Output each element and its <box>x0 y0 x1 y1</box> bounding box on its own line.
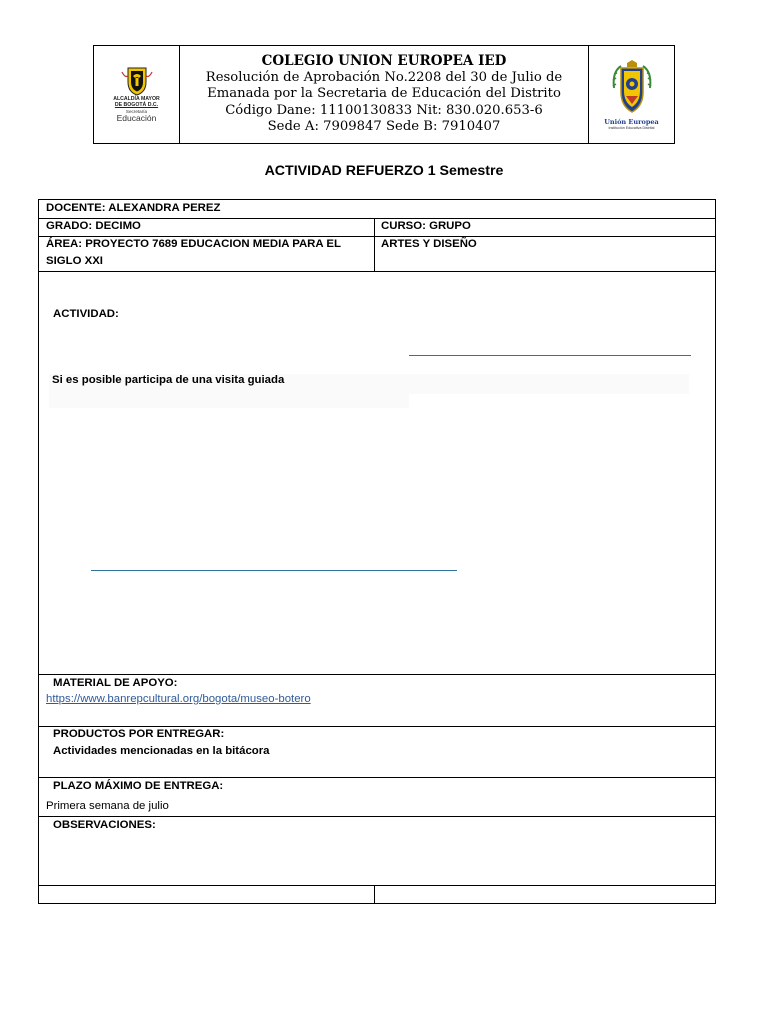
rule-line <box>91 570 457 571</box>
alcaldia-line1: ALCALDÍA MAYOR <box>113 96 160 102</box>
plazo-text: Primera semana de julio <box>46 800 169 812</box>
dane-nit-line: Código Dane: 11100130833 Nit: 830.020.653-6 <box>225 102 543 118</box>
document-title: ACTIVIDAD REFUERZO 1 Semestre <box>264 163 504 179</box>
productos-label: PRODUCTOS POR ENTREGAR: <box>53 728 225 740</box>
document-header <box>93 45 675 144</box>
area-label-line1: ÁREA: PROYECTO 7689 EDUCACION MEDIA PARA EL <box>46 238 341 250</box>
observaciones-section <box>39 817 715 886</box>
alcaldia-line2: DE BOGOTÁ D.C. <box>114 102 159 108</box>
material-label: MATERIAL DE APOYO: <box>53 677 178 689</box>
productos-text: Actividades mencionadas en la bitácora <box>53 745 270 757</box>
school-info <box>180 46 589 143</box>
alcaldia-educacion: Educación <box>116 113 157 123</box>
area-subject: ARTES Y DISEÑO <box>381 238 477 250</box>
sede-phones-line: Sede A: 7909847 Sede B: 7910407 <box>267 119 501 135</box>
plazo-section <box>39 778 715 817</box>
resolution-line: Resolución de Aprobación No.2208 del 30 de Julio de <box>205 69 563 85</box>
actividad-label: ACTIVIDAD: <box>53 308 119 320</box>
union-europea-subtitle: Institución Educativa Distrital <box>608 125 655 130</box>
column-divider <box>374 237 375 271</box>
secretaria-line: Emanada por la Secretaria de Educación del Distrito <box>207 86 561 102</box>
material-section <box>39 675 715 727</box>
union-europea-name: Unión Europea <box>604 117 659 126</box>
rule-line <box>409 355 691 356</box>
column-divider <box>374 886 375 903</box>
grado-label: GRADO: DECIMO <box>46 220 141 232</box>
curso-label: CURSO: GRUPO <box>381 220 471 232</box>
school-name: COLEGIO UNION EUROPEA IED <box>261 53 507 70</box>
activity-form <box>38 199 716 904</box>
bogota-coat-of-arms-icon <box>120 66 154 96</box>
grado-curso-row <box>39 219 715 237</box>
museo-botero-link[interactable]: https://www.banrepcultural.org/bogota/museo-botero <box>46 693 311 705</box>
alcaldia-text <box>113 96 160 108</box>
union-europea-crest-icon <box>609 60 655 118</box>
docente-row <box>39 200 715 219</box>
area-label-line2: SIGLO XXI <box>46 255 103 267</box>
observaciones-label: OBSERVACIONES: <box>53 819 156 831</box>
empty-row <box>39 886 715 903</box>
productos-section <box>39 727 715 778</box>
text-highlight <box>409 374 689 394</box>
alcaldia-secretaria: Secretaría <box>125 109 148 114</box>
docente-label: DOCENTE: ALEXANDRA PEREZ <box>46 202 221 214</box>
alcaldia-logo <box>94 46 180 143</box>
plazo-label: PLAZO MÁXIMO DE ENTREGA: <box>53 780 224 792</box>
actividad-text: Si es posible participa de una visita guiada <box>52 374 285 386</box>
column-divider <box>374 219 375 236</box>
union-europea-logo <box>589 46 674 143</box>
actividad-section <box>39 272 715 675</box>
area-row <box>39 237 715 272</box>
